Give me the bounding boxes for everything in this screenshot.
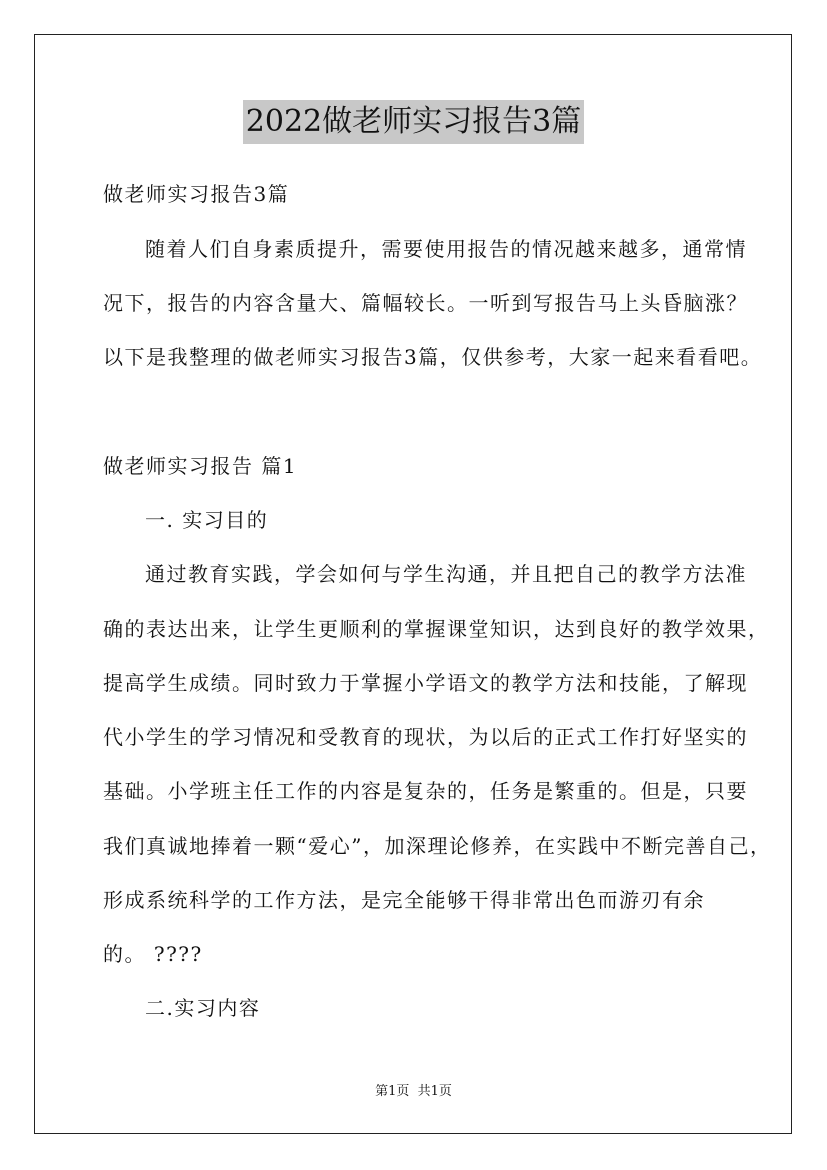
paragraph-line: 确的表达出来，让学生更顺利的掌握课堂知识，达到良好的教学效果， bbox=[103, 617, 770, 641]
intro-line: 况下，报告的内容含量大、篇幅较长。一听到写报告马上头昏脑涨？ bbox=[103, 291, 748, 315]
paragraph-line: 通过教育实践，学会如何与学生沟通，并且把自己的教学方法准 bbox=[145, 562, 747, 586]
intro-line: 以下是我整理的做老师实习报告3篇，仅供参考，大家一起来看看吧。 bbox=[103, 345, 763, 369]
paragraph-line: 提高学生成绩。同时致力于掌握小学语文的教学方法和技能，了解现 bbox=[103, 671, 748, 695]
intro-line: 随着人们自身素质提升，需要使用报告的情况越来越多，通常情 bbox=[145, 237, 747, 261]
paragraph-line: 我们真诚地捧着一颗“爱心”，加深理论修养，在实践中不断完善自己， bbox=[103, 834, 772, 858]
paragraph-line: 基础。小学班主任工作的内容是复杂的，任务是繁重的。但是，只要 bbox=[103, 779, 748, 803]
paragraph-line: 代小学生的学习情况和受教育的现状，为以后的正式工作打好坚实的 bbox=[103, 725, 748, 749]
part-heading: 一. 实习目的 bbox=[145, 508, 269, 532]
title-container bbox=[0, 100, 827, 144]
document-title: 2022做老师实习报告3篇 bbox=[243, 100, 584, 144]
page-current: 第1页 bbox=[375, 1084, 410, 1099]
page-footer bbox=[0, 1084, 827, 1100]
document-subtitle: 做老师实习报告3篇 bbox=[103, 182, 290, 206]
page-total: 共1页 bbox=[417, 1084, 452, 1099]
section-heading: 做老师实习报告 篇1 bbox=[103, 454, 298, 478]
paragraph-line: 形成系统科学的工作方法，是完全能够干得非常出色而游刃有余 bbox=[103, 888, 705, 912]
part-heading: 二.实习内容 bbox=[145, 996, 261, 1020]
paragraph-line: 的。 ???? bbox=[103, 942, 203, 966]
